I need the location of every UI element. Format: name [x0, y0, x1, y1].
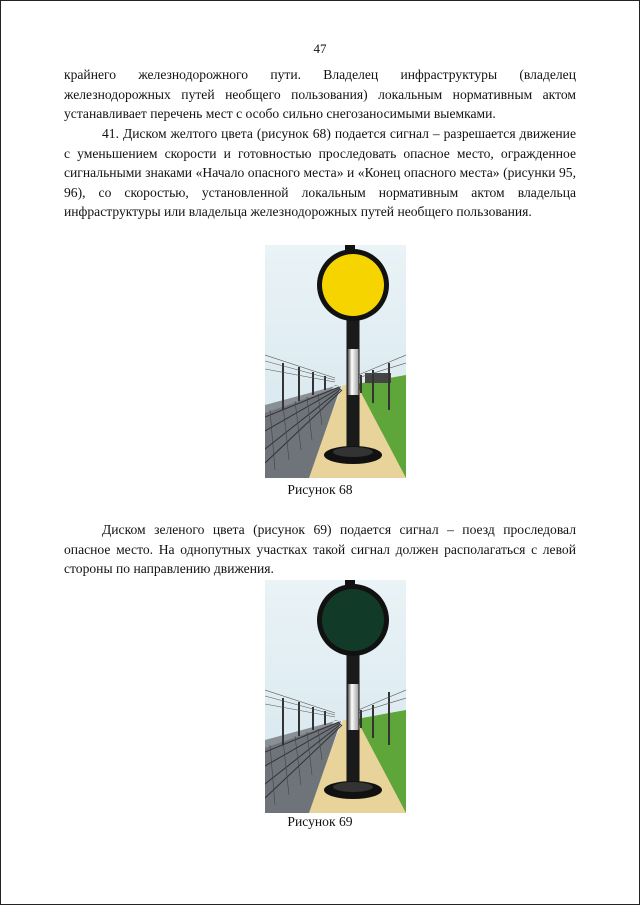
yellow-disc-illustration: [265, 245, 406, 478]
paragraph-1: крайнего железнодорожного пути. Владелец инфраструктуры (владелец железнодорожных путей необщего пользования) локальным нормативным актом устанавливает перечень мест с особо сильно снегозаносимыми выемками.: [64, 67, 576, 121]
green-disc-illustration: [265, 580, 406, 813]
figure-69-caption: Рисунок 69: [287, 814, 353, 829]
paragraph-3: Диском зеленого цвета (рисунок 69) подается сигнал – поезд проследовал опасное место. На однопутных участках такой сигнал должен располагаться с левой стороны по направлению движения.: [64, 522, 576, 576]
figure-68-yellow-disc-signal: [265, 245, 406, 478]
yellow-disc: [322, 254, 384, 316]
page-number: 47: [313, 41, 327, 56]
green-disc: [322, 589, 384, 651]
figure-69-green-disc-signal: [265, 580, 406, 813]
figure-68-caption: Рисунок 68: [287, 482, 353, 497]
paragraph-2: 41. Диском желтого цвета (рисунок 68) подается сигнал – разрешается движение с уменьшением скорости и готовностью проследовать опасное место, огражденное сигнальными знаками «Начало опасного места» и «Конец опасного места» (рисунки 95, 96), со скоростью, установленной локальным нормативным актом владельца инфраструктуры или владельца железнодорожных путей необщего пользования.: [64, 126, 576, 219]
